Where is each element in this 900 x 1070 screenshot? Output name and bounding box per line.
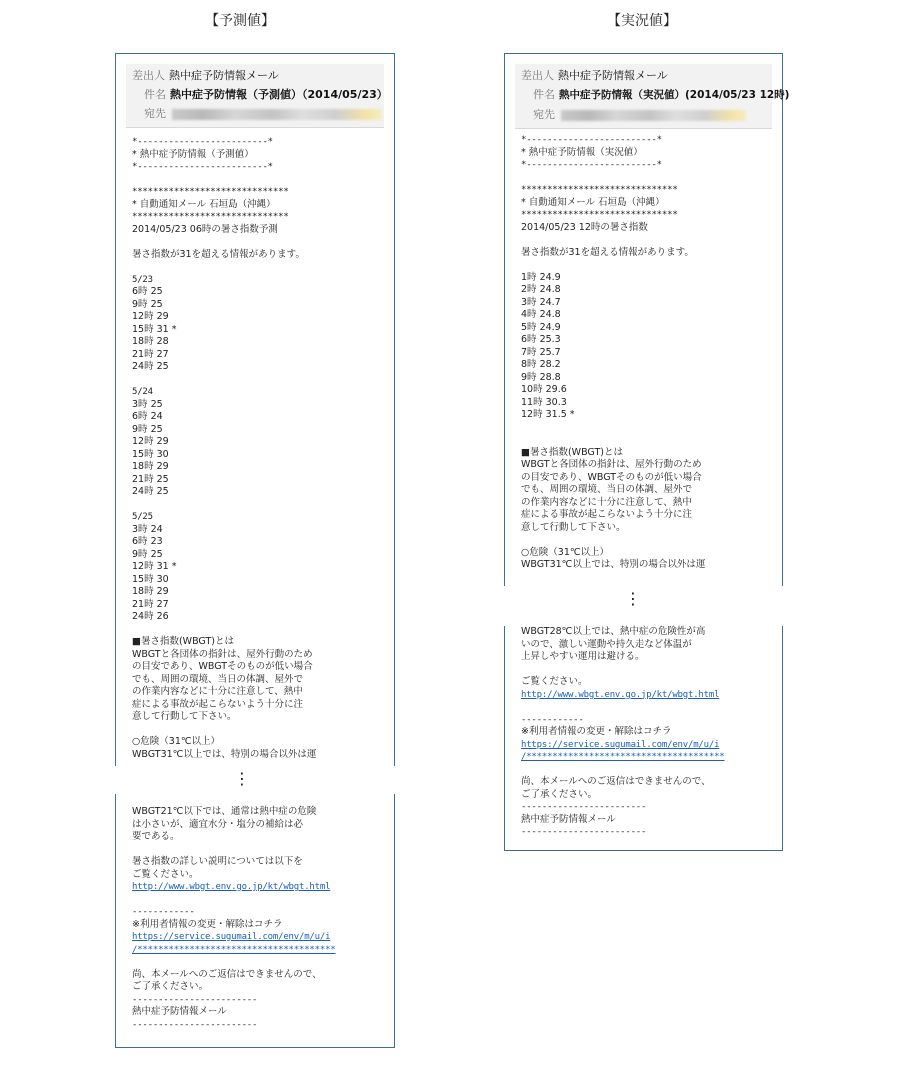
mail-body-line (521, 764, 725, 777)
mail-body-line: ○危険（31℃以上） (132, 736, 221, 747)
mail-body-line: ****************************** (521, 185, 678, 195)
mail-body-line: 12時 29 (132, 436, 169, 447)
forecast-title: 【予測値】 (205, 13, 275, 29)
mail-body-line: いので、激しい運動や持久走など体温が (521, 638, 692, 650)
mail-body-line: 24時 25 (132, 486, 169, 497)
mail-body-line: 24時 25 (132, 361, 169, 372)
mail-body-line: 9時 25 (132, 298, 163, 310)
mail-body-line: 5/25 (132, 512, 153, 522)
mail-body-line: 5/23 (132, 274, 153, 285)
mail-body-line: 9時 25 (132, 423, 163, 435)
mail-body-line: 21時 27 (132, 598, 169, 610)
mail-body-line: は小さいが、適宜水分・塩分の補給は必 (132, 818, 304, 830)
mail-body-line: 症による事故が起こらないよう十分に注 (521, 509, 693, 520)
mail-body-line: 暑さ指数の詳しい説明については以下を (132, 856, 303, 867)
mail-body-line: 12時 31.5 * (521, 409, 575, 420)
mail-body-line: 症による事故が起こらないよう十分に注 (132, 698, 304, 710)
mail-body-line: WBGT31℃以上では、特別の場合以外は運 (521, 559, 706, 570)
mail-body-line: WBGT31℃以上では、特別の場合以外は運 (132, 748, 317, 760)
ellipsis-icon: ⋮ (625, 589, 641, 608)
mail-body-line: でも、周囲の環境、当日の体調、屋外で (132, 673, 304, 685)
mail-body-line: 尚、本メールへのご返信はできませんので、 (132, 968, 322, 980)
to-label: 宛先 (533, 108, 555, 121)
mail-body-line: 1時 24.9 (521, 271, 561, 283)
mail-body-line: * 熱中症予防情報（予測値） (132, 148, 254, 160)
mail-body-line: 6時 25 (132, 286, 163, 297)
mail-body-line: 尚、本メールへのご返信はできませんので、 (521, 776, 711, 787)
mail-link[interactable]: /************************************** (521, 752, 725, 762)
mail-body-line: 24時 26 (132, 611, 169, 622)
mail-body-line: 18時 29 (132, 461, 169, 472)
mail-body-line: *-------------------------* (521, 135, 662, 145)
mail-body-line: ■暑さ指数(WBGT)とは (521, 446, 623, 458)
ellipsis-icon: ⋮ (234, 769, 250, 788)
mail-body-line: 21時 27 (132, 348, 169, 360)
mail-body-line: ------------------------ (521, 802, 647, 812)
mail-body-line: 12時 31 * (132, 561, 177, 572)
mail-body-line: 要である。 (132, 831, 180, 842)
forecast-mail-panel (115, 53, 395, 1048)
actual-mail-panel (504, 53, 790, 851)
omitted-gap (114, 766, 396, 794)
mail-body-line (521, 701, 725, 714)
omitted-gap (503, 586, 784, 626)
mail-body-line: ------------------------ (132, 994, 258, 1005)
mail-body-line (521, 422, 705, 435)
mail-body-line: ※利用者情報の変更・解除はコチラ (132, 918, 283, 930)
subject-value: 熱中症予防情報（予測値）（2014/05/23） (170, 88, 388, 101)
mail-body-line: 18時 29 (132, 586, 169, 597)
mail-body-line: ------------ (521, 714, 584, 725)
subject-value: 熱中症予防情報（実況値）(2014/05/23 12時) (559, 89, 790, 101)
mail-link[interactable]: /************************************** (132, 944, 336, 955)
mail-body-line: 6時 24 (132, 411, 163, 422)
mail-link[interactable]: http://www.wbgt.env.go.jp/kt/wbgt.html (132, 882, 331, 892)
mail-body-line: 15時 30 (132, 573, 169, 585)
mail-body-line: ****************************** (132, 187, 289, 197)
mail-body-line: ■暑さ指数(WBGT)とは (132, 636, 234, 647)
mail-body-line: 暑さ指数が31を超える情報があります。 (132, 248, 305, 260)
mail-body-line: 9時 28.8 (521, 371, 561, 383)
mail-body-line: ○危険（31℃以上） (521, 546, 610, 558)
mail-body-line: 3時 24.7 (521, 296, 561, 308)
subject-label: 件名 (144, 88, 166, 101)
mail-body-line (132, 174, 316, 187)
mail-body-line: ------------------------ (521, 827, 647, 837)
mail-body-line (132, 261, 316, 274)
mail-body-line: 9時 25 (132, 548, 163, 560)
mail-body-line: 10時 29.6 (521, 384, 567, 395)
mail-body-line: ****************************** (521, 210, 678, 220)
mail-body-top (521, 134, 705, 572)
mail-body-line: 2014/05/23 06時の暑さ指数予測 (132, 223, 278, 235)
mail-body-line: の作業内容などに十分に注意して、熱中 (521, 496, 692, 508)
mail-header (515, 64, 790, 129)
mail-body-line: 6時 23 (132, 536, 163, 547)
mail-body-line: 上昇しやすい運用は避ける。 (521, 651, 645, 662)
mail-body-line (132, 624, 316, 637)
mail-body-line: の作業内容などに十分に注意して、熱中 (132, 686, 303, 697)
mail-body-line: *-------------------------* (521, 160, 662, 170)
mail-body-line: でも、周囲の環境、当日の体調、屋外で (521, 484, 693, 495)
mail-body-line: 15時 31 * (132, 323, 177, 335)
mail-body-bottom (132, 806, 336, 1031)
mail-body-line: 2時 24.8 (521, 284, 561, 295)
mail-body-line (521, 259, 705, 272)
to-label: 宛先 (144, 107, 166, 120)
subject-label: 件名 (533, 88, 555, 101)
mail-body-line: WBGT21℃以下では、通常は熱中症の危険 (132, 806, 317, 817)
from-value: 熱中症予防情報メール (558, 69, 668, 82)
mail-body-line: 12時 29 (132, 311, 169, 322)
mail-body-line (521, 172, 705, 185)
from-label: 差出人 (521, 69, 554, 82)
from-value: 熱中症予防情報メール (169, 69, 279, 82)
mail-body-line: 3時 24 (132, 523, 163, 535)
from-label: 差出人 (132, 69, 165, 82)
mail-body-line: ※利用者情報の変更・解除はコチラ (521, 726, 672, 737)
mail-body-line: WBGTと各団体の指針は、屋外行動のため (521, 459, 702, 470)
redacted-recipient (172, 109, 382, 120)
mail-body-line (132, 894, 336, 907)
mail-body-line: WBGT28℃以上では、熱中症の危険性が高 (521, 626, 706, 637)
mail-body-line (132, 956, 336, 969)
mail-body-line (132, 844, 336, 857)
redacted-recipient (561, 110, 746, 121)
mail-body-line (521, 664, 725, 677)
mail-body-line: 5/24 (132, 387, 153, 397)
mail-body-line: 暑さ指数が31を超える情報があります。 (521, 246, 694, 258)
mail-body-line: 3時 25 (132, 398, 163, 410)
mail-link[interactable]: http://www.wbgt.env.go.jp/kt/wbgt.html (521, 689, 720, 700)
mail-body-line (132, 236, 316, 249)
mail-link[interactable]: https://service.sugumail.com/env/m/u/i (132, 932, 331, 942)
mail-body-top (132, 136, 316, 761)
mail-body-line (132, 499, 316, 512)
mail-body-line: * 熱中症予防情報（実況値） (521, 146, 643, 158)
mail-body-line: 6時 25.3 (521, 334, 561, 345)
mail-body-line: 18時 28 (132, 336, 169, 347)
mail-header (126, 64, 388, 128)
mail-body-line: WBGTと各団体の指針は、屋外行動のため (132, 648, 313, 660)
mail-body-line (521, 434, 705, 447)
mail-body-line: 熱中症予防情報メール (132, 1006, 227, 1017)
actual-title: 【実況値】 (607, 13, 677, 29)
mail-body-line (521, 234, 705, 247)
mail-link[interactable]: https://service.sugumail.com/env/m/u/i (521, 739, 720, 750)
mail-body-line: 21時 25 (132, 473, 169, 485)
mail-body-bottom (521, 626, 725, 839)
mail-body-line (521, 534, 705, 547)
mail-body-line: の目安であり、WBGTそのものが低い場合 (132, 661, 313, 672)
mail-body-line: 15時 30 (132, 448, 169, 460)
mail-body-line: * 自動通知メール 石垣島（沖縄） (132, 198, 276, 210)
mail-body-line: 意して行動して下さい。 (132, 711, 237, 722)
mail-body-line: ------------ (132, 907, 195, 917)
mail-body-line: 熱中症予防情報メール (521, 813, 616, 825)
mail-body-line: 8時 28.2 (521, 359, 561, 370)
mail-body-line: 11時 30.3 (521, 396, 567, 408)
mail-body-line: 意して行動して下さい。 (521, 521, 626, 533)
mail-body-line: ****************************** (132, 212, 289, 222)
mail-body-line: ご覧ください。 (132, 868, 199, 880)
mail-body-line: 7時 25.7 (521, 346, 561, 358)
mail-body-line: *-------------------------* (132, 137, 273, 147)
mail-body-line: ご了承ください。 (521, 788, 598, 800)
mail-body-line: *-------------------------* (132, 162, 273, 172)
mail-body-line: ご覧ください。 (521, 676, 588, 687)
mail-body-line: 2014/05/23 12時の暑さ指数 (521, 221, 648, 233)
mail-body-line: ご了承ください。 (132, 981, 209, 992)
mail-body-line (132, 374, 316, 387)
mail-body-line: 4時 24.8 (521, 309, 561, 320)
mail-body-line: 5時 24.9 (521, 321, 561, 333)
mail-body-line: の目安であり、WBGTそのものが低い場合 (521, 471, 702, 483)
mail-body-line (132, 724, 316, 737)
mail-body-line: ------------------------ (132, 1019, 258, 1030)
mail-body-line: * 自動通知メール 石垣島（沖縄） (521, 196, 665, 208)
